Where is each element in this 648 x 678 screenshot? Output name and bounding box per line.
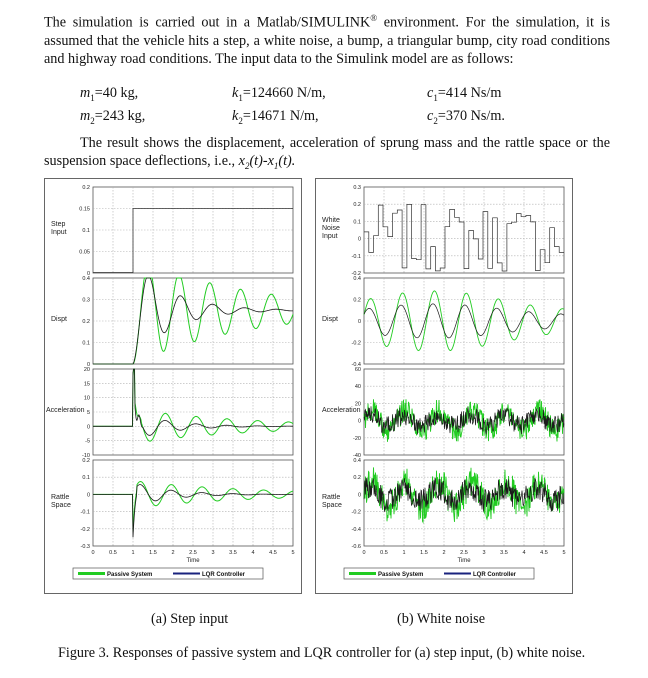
x-tick-label: 3 [211, 550, 215, 556]
y-tick-label: 0.2 [82, 458, 90, 464]
panel-label: Rattle Space [322, 494, 342, 509]
y-tick-label: 60 [354, 367, 361, 373]
y-tick-label: 5 [86, 410, 90, 416]
figure-white-noise [315, 178, 573, 594]
y-tick-label: 0.3 [353, 185, 361, 191]
x-tick-label: 5 [291, 550, 295, 556]
legend-label-passive: Passive System [107, 572, 153, 578]
figure-step-input [44, 178, 302, 594]
x-tick-label: 0 [362, 550, 366, 556]
panel-label: Dispt [322, 316, 338, 323]
legend [344, 568, 534, 579]
x-tick-label: 0.5 [380, 550, 388, 556]
legend-label-passive: Passive System [378, 572, 424, 578]
intro-text: The simulation is carried out in a Matlab/SIMULINK [44, 14, 371, 31]
y-tick-label: 0.2 [82, 319, 90, 325]
y-tick-label: -0.3 [80, 544, 90, 550]
param-k2: $k_2=14671$ N/m, [232, 107, 319, 126]
panel-label: Rattle Space [51, 494, 71, 509]
panel-label: Acceleration [322, 407, 361, 414]
y-tick-label: 40 [354, 384, 361, 391]
panel-label: White Noise Input [322, 217, 340, 240]
y-tick-label: -0.4 [351, 526, 361, 533]
y-tick-label: 0.1 [82, 340, 90, 347]
y-tick-label: 0 [357, 492, 361, 499]
y-tick-label: 0 [86, 271, 90, 277]
y-tick-label: 0.2 [353, 475, 361, 482]
y-tick-label: 0.3 [82, 297, 90, 304]
caption-a: (a) Step input [151, 611, 229, 627]
y-tick-label: 0.4 [353, 458, 361, 464]
x-tick-label: 2.5 [460, 550, 468, 556]
x-axis-label: Time [186, 558, 200, 564]
y-tick-label: 0.4 [353, 276, 361, 282]
x-tick-label: 1 [131, 550, 135, 556]
step-response-chart [45, 179, 301, 593]
x-tick-label: 4 [522, 550, 526, 556]
y-tick-label: 0.2 [353, 202, 361, 209]
x-tick-label: 2 [442, 550, 446, 556]
caption-b: (b) White noise [397, 611, 485, 627]
panel-1 [51, 276, 293, 368]
legend-label-lqr: LQR Controller [202, 572, 245, 578]
panel-3 [51, 458, 293, 550]
y-tick-label: 0.4 [82, 276, 90, 282]
x-tick-label: 5 [562, 550, 566, 556]
x-tick-label: 3.5 [500, 550, 508, 556]
intro-text-cont: environment. For the simulation, it is assumed that the vehicle hits a step, a white noise, a bump, a triangular bump, city road conditions and highway road conditions. The input data to the Simulink model are as follows: [44, 14, 611, 67]
y-tick-label: 0 [86, 492, 90, 499]
y-tick-label: 10 [83, 395, 90, 402]
y-tick-label: 0.2 [82, 185, 90, 191]
x-tick-label: 2 [171, 550, 175, 556]
param-m1: $m_1=40$ kg, [80, 85, 139, 103]
y-tick-label: -0.6 [351, 544, 361, 550]
param-k1: $k_1=124660$ N/m, [232, 85, 326, 103]
y-tick-label: 0.1 [82, 228, 90, 234]
panel-1 [322, 276, 564, 368]
panel-2 [322, 367, 564, 459]
x-tick-label: 1 [402, 550, 406, 556]
y-tick-label: 0 [357, 236, 361, 243]
x-tick-label: 1.5 [420, 550, 428, 556]
y-tick-label: 15 [83, 381, 90, 388]
y-tick-label: -0.1 [80, 509, 90, 516]
y-tick-label: 20 [83, 367, 90, 373]
y-tick-label: -10 [82, 453, 90, 459]
y-tick-label: -0.2 [80, 526, 90, 533]
param-c2: $c_2=370$ Ns/m. [427, 107, 505, 126]
x-tick-label: 1.5 [149, 550, 157, 556]
y-tick-label: 0.1 [82, 475, 90, 482]
panel-label: Step Input [51, 221, 67, 236]
figure-caption: Figure 3. Responses of passive system and LQR controller for (a) step input, (b) white noise. [58, 645, 586, 661]
x-tick-label: 2.5 [189, 550, 197, 556]
result-paragraph [44, 134, 610, 175]
param-m2: $m_2=243$ kg, [80, 107, 146, 126]
y-tick-label: 0 [86, 424, 90, 431]
x-tick-label: 4 [251, 550, 255, 556]
panel-0 [51, 185, 293, 277]
y-tick-label: -40 [353, 453, 361, 459]
param-c1: $c_1=414$ Ns/m [427, 85, 502, 103]
result-text: The result shows the displacement, acceleration of sprung mass and the rattle space or the suspension space deflections, i.e., [44, 135, 610, 169]
y-tick-label: -0.2 [351, 509, 361, 516]
y-tick-label: 0 [86, 362, 90, 368]
y-tick-label: 0.2 [353, 297, 361, 304]
y-tick-label: 0.1 [353, 219, 361, 226]
x-tick-label: 0.5 [109, 550, 117, 556]
y-tick-label: 0.05 [79, 249, 90, 256]
x-tick-label: 0 [91, 550, 95, 556]
y-tick-label: 0 [357, 418, 361, 425]
y-tick-label: -5 [85, 438, 90, 445]
x-tick-label: 3.5 [229, 550, 237, 556]
registered-mark: ® [370, 13, 378, 23]
y-tick-label: 20 [354, 401, 361, 408]
y-tick-label: 0.15 [79, 206, 90, 213]
y-tick-label: -20 [353, 435, 361, 442]
legend [73, 568, 263, 579]
result-expr: $x_2(t)-x_1(t)$. [238, 153, 296, 171]
y-tick-label: -0.2 [351, 340, 361, 347]
intro-paragraph [44, 9, 610, 68]
panel-label: Acceleration [46, 407, 85, 414]
x-axis-label: Time [457, 558, 471, 564]
y-tick-label: 0 [357, 319, 361, 325]
y-tick-label: -0.4 [351, 362, 361, 368]
y-tick-label: -0.1 [351, 253, 361, 260]
y-tick-label: -0.2 [351, 271, 361, 277]
panel-label: Dispt [51, 316, 67, 323]
x-tick-label: 4.5 [540, 550, 548, 556]
x-tick-label: 4.5 [269, 550, 277, 556]
panel-0 [322, 185, 564, 277]
white-noise-response-chart [316, 179, 572, 593]
panel-2 [46, 367, 293, 459]
panel-3 [322, 458, 564, 550]
x-tick-label: 3 [482, 550, 486, 556]
legend-label-lqr: LQR Controller [473, 572, 516, 578]
